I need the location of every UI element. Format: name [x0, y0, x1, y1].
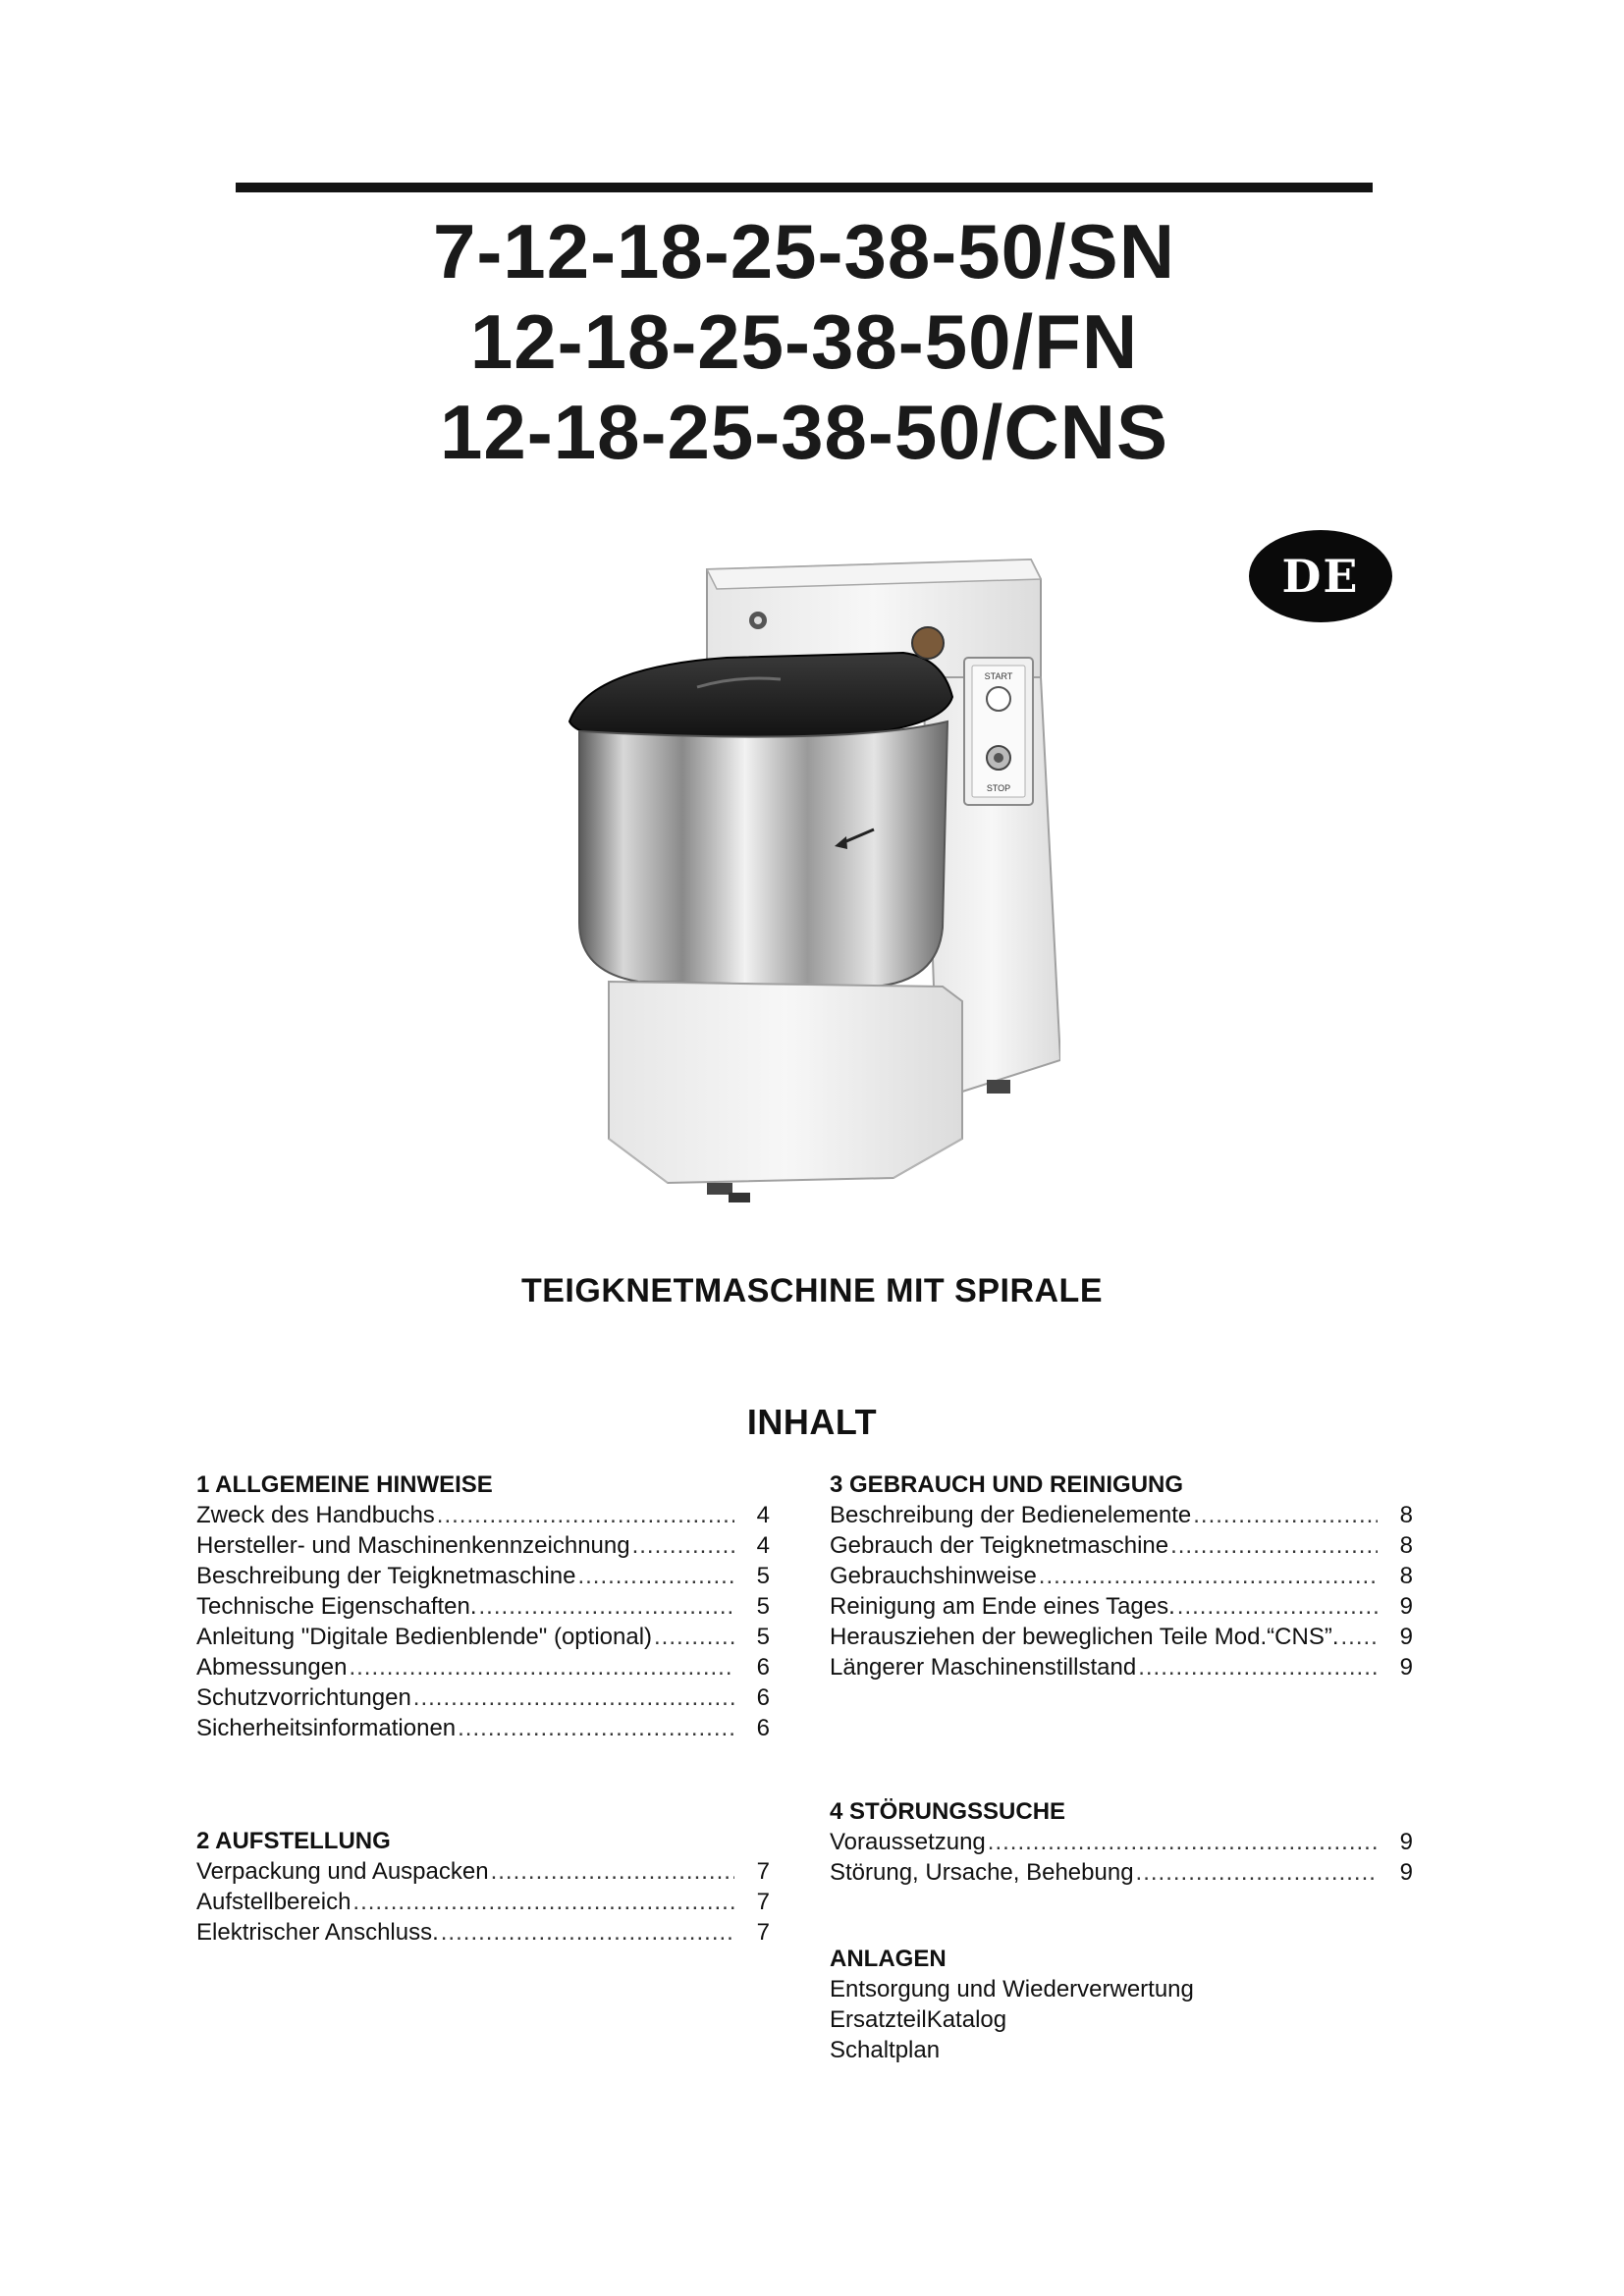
model-list [236, 206, 1373, 477]
toc-entry[interactable]: Voraussetzung ..... 9 [830, 1827, 1413, 1857]
toc-entry[interactable]: Reinigung am Ende eines Tages. ..... 9 [830, 1591, 1413, 1622]
toc-entry[interactable]: Zweck des Handbuchs ..... 4 [196, 1500, 770, 1530]
model-line-cns: 12-18-25-38-50/CNS [439, 389, 1169, 475]
toc-section-heading: 2 AUFSTELLUNG [196, 1828, 391, 1854]
toc-entry[interactable]: Sicherheitsinformationen ..... 6 [196, 1713, 770, 1743]
top-rule [236, 183, 1373, 192]
appendix-item[interactable]: Entsorgung und Wiederverwertung [830, 1976, 1194, 2002]
mixer-illustration [550, 550, 1060, 1217]
toc-entry[interactable]: Anleitung "Digitale Bedienblende" (optional) ..... 5 [196, 1622, 770, 1652]
toc-section-heading: 3 GEBRAUCH UND REINIGUNG [830, 1471, 1184, 1498]
model-line-sn: 7-12-18-25-38-50/SN [432, 208, 1176, 294]
toc-entry[interactable]: Hersteller- und Maschinenkennzeichnung ..... 4 [196, 1530, 770, 1561]
toc-appendix-heading: ANLAGEN [830, 1946, 947, 1972]
toc-title: INHALT [746, 1402, 878, 1442]
toc-entry[interactable]: Elektrischer Anschluss. ..... 7 [196, 1917, 770, 1948]
product-subtitle: TEIGKNETMASCHINE MIT SPIRALE [520, 1272, 1104, 1309]
mixer-base [609, 982, 1010, 1202]
toc-entry[interactable]: Verpackung und Auspacken ..... 7 [196, 1856, 770, 1887]
toc-section-heading: 4 STÖRUNGSSUCHE [830, 1798, 1066, 1825]
toc-entry[interactable]: Aufstellbereich ..... 7 [196, 1887, 770, 1917]
toc-section-heading: 1 ALLGEMEINE HINWEISE [196, 1471, 493, 1498]
toc-entry[interactable]: Gebrauch der Teigknetmaschine ..... 8 [830, 1530, 1413, 1561]
toc-entry[interactable]: Störung, Ursache, Behebung ..... 9 [830, 1857, 1413, 1888]
toc-entry[interactable]: Beschreibung der Teigknetmaschine ..... 5 [196, 1561, 770, 1591]
toc-section-3 [830, 1469, 1413, 1682]
toc-section-4 [830, 1796, 1413, 1888]
appendix-item[interactable]: Schaltplan [830, 2037, 941, 2063]
toc-section-2 [196, 1826, 770, 1948]
toc-entry[interactable]: Beschreibung der Bedienelemente ..... 8 [830, 1500, 1413, 1530]
toc-appendix [830, 1944, 1413, 2065]
toc-entry[interactable]: Gebrauchshinweise ..... 8 [830, 1561, 1413, 1591]
toc-entry[interactable]: Technische Eigenschaften. ..... 5 [196, 1591, 770, 1622]
toc-entry[interactable]: Herausziehen der beweglichen Teile Mod.“CNS”. ..... 9 [830, 1622, 1413, 1652]
start-label: START [984, 671, 1013, 681]
model-line-fn: 12-18-25-38-50/FN [469, 298, 1139, 385]
toc-entry[interactable]: Schutzvorrichtungen ..... 6 [196, 1682, 770, 1713]
language-badge: DE [1249, 530, 1392, 622]
toc-section-1 [196, 1469, 770, 1743]
mixing-bowl [579, 721, 947, 987]
toc-entry[interactable]: Abmessungen ..... 6 [196, 1652, 770, 1682]
stop-label: STOP [986, 783, 1011, 793]
appendix-item[interactable]: ErsatzteilKatalog [830, 2006, 1007, 2033]
toc-entry[interactable]: Längerer Maschinenstillstand ..... 9 [830, 1652, 1413, 1682]
